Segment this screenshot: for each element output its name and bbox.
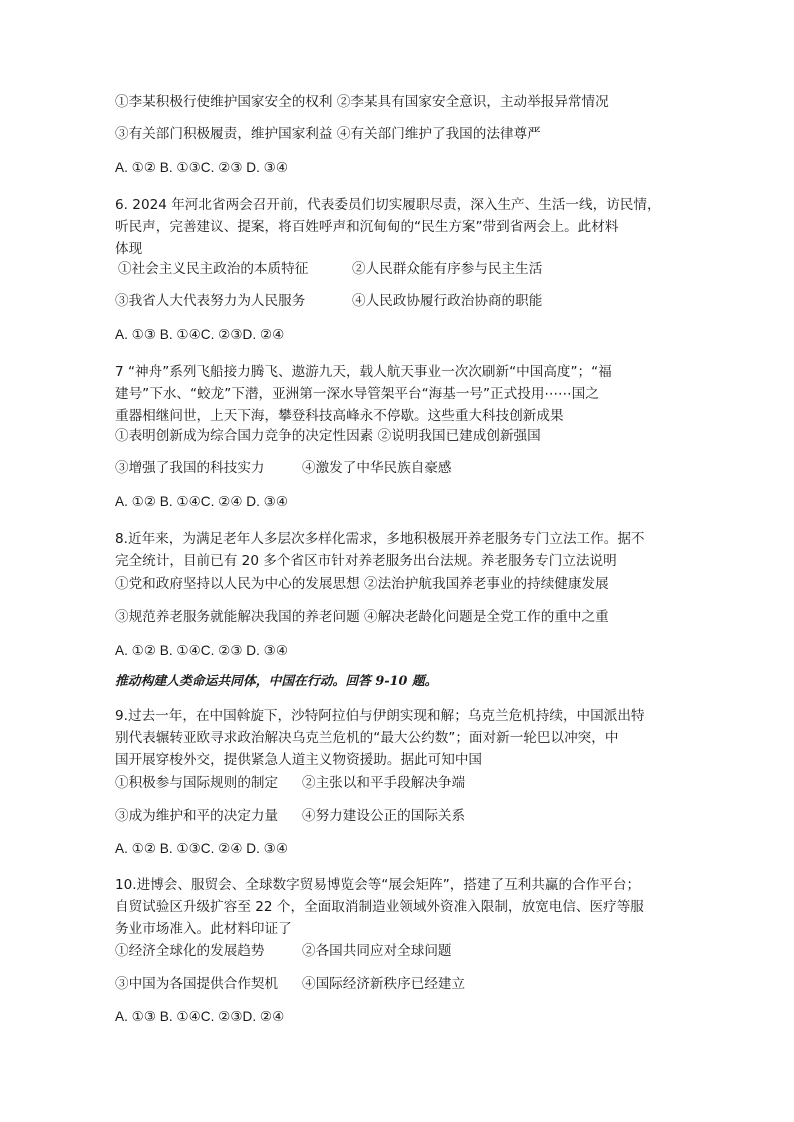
q9-option-1: ①积极参与国际规则的制定 [115,775,279,791]
q6-stem-line-3: 体现 [115,241,143,257]
q6-stem-line-2: 听民声，完善建议、提案，将百姓呼声和沉甸甸的“民生方案”带到省两会上。此材料 [115,219,619,235]
q7-options-line-1: ①表明创新成为综合国力竞争的决定性因素 ②说明我国已建成创新强国 [115,428,541,444]
q7-stem-line-2: 建号”下水、“蛟龙”下潜，亚洲第一深水导管架平台“海基一号”正式投用⋯⋯国之 [115,386,599,402]
q8-stem-line-2: 完全统计，目前已有 20 多个省区市针对养老服务出台法规。养老服务专门立法说明 [115,553,617,569]
q9-stem-line-1: 9.过去一年，在中国斡旋下，沙特阿拉伯与伊朗实现和解；乌克兰危机持续，中国派出特 [115,708,645,724]
q10-option-3: ③中国为各国提供合作契机 [115,976,279,992]
q9-stem-line-2: 别代表辗转亚欧寻求政治解决乌克兰危机的“最大公约数”；面对新一轮巴以冲突，中 [115,730,619,746]
q5-options-line-1: ①李某积极行使维护国家安全的权利 ②李某具有国家安全意识，主动举报异常情况 [115,94,609,110]
q10-option-1: ①经济全球化的发展趋势 [115,943,265,959]
q8-stem-line-1: 8.近年来，为满足老年人多层次多样化需求，多地积极展开养老服务专门立法工作。据不 [115,531,645,547]
q10-answer-choices: A. ①③ B. ①④C. ②③D. ②④ [115,1009,285,1024]
q6-option-1: ①社会主义民主政治的本质特征 [118,261,309,277]
q5-options-line-2: ③有关部门积极履责，维护国家利益 ④有关部门维护了我国的法律尊严 [115,126,541,142]
q10-stem-line-3: 务业市场准入。此材料印证了 [115,921,292,937]
q7-stem-line-3: 重器相继问世，上天下海，攀登科技高峰永不停歇。这些重大科技创新成果 [115,408,564,424]
q7-answer-choices: A. ①② B. ①④C. ②④ D. ③④ [115,494,289,509]
q7-stem-line-1: 7 “神舟”系列飞船接力腾飞、遨游九天，载人航天事业一次次刷新“中国高度”；“福 [115,364,612,380]
section-intro: 推动构建人类命运共同体，中国在行动。回答 9-10 题。 [115,674,438,689]
q6-option-3: ③我省人大代表努力为人民服务 [115,293,306,309]
q9-option-3: ③成为维护和平的决定力量 [115,808,279,824]
q9-option-2: ②主张以和平手段解决争端 [302,775,466,791]
q10-stem-line-2: 自贸试验区升级扩容至 22 个，全面取消制造业领域外资准入限制，放宽电信、医疗等服 [115,899,644,915]
q9-stem-line-3: 国开展穿梭外交，提供紧急人道主义物资援助。据此可知中国 [115,752,483,768]
q6-option-2: ②人民群众能有序参与民主生活 [352,261,543,277]
q9-answer-choices: A. ①② B. ①③C. ②④ D. ③④ [115,841,289,856]
q8-options-line-1: ①党和政府坚持以人民为中心的发展思想 ②法治护航我国养老事业的持续健康发展 [115,576,609,592]
q10-stem-line-1: 10.进博会、服贸会、全球数字贸易博览会等“展会矩阵”，搭建了互利共赢的合作平台； [115,877,641,893]
q5-answer-choices: A. ①② B. ①③C. ②③ D. ③④ [115,160,289,175]
q7-option-3: ③增强了我国的科技实力 [115,460,265,476]
q7-option-4: ④激发了中华民族自豪感 [302,460,452,476]
q9-option-4: ④努力建设公正的国际关系 [302,808,466,824]
q8-answer-choices: A. ①② B. ①④C. ②③ D. ③④ [115,643,289,658]
q10-option-2: ②各国共同应对全球问题 [302,943,452,959]
q6-stem-line-1: 6. 2024 年河北省两会召开前，代表委员们切实履职尽责，深入生产、生活一线，访民情， [115,197,661,213]
q6-option-4: ④人民政协履行政治协商的职能 [352,293,543,309]
q8-options-line-2: ③规范养老服务就能解决我国的养老问题 ④解决老龄化问题是全党工作的重中之重 [115,609,609,625]
q10-option-4: ④国际经济新秩序已经建立 [302,976,466,992]
q6-answer-choices: A. ①③ B. ①④C. ②③D. ②④ [115,327,285,342]
